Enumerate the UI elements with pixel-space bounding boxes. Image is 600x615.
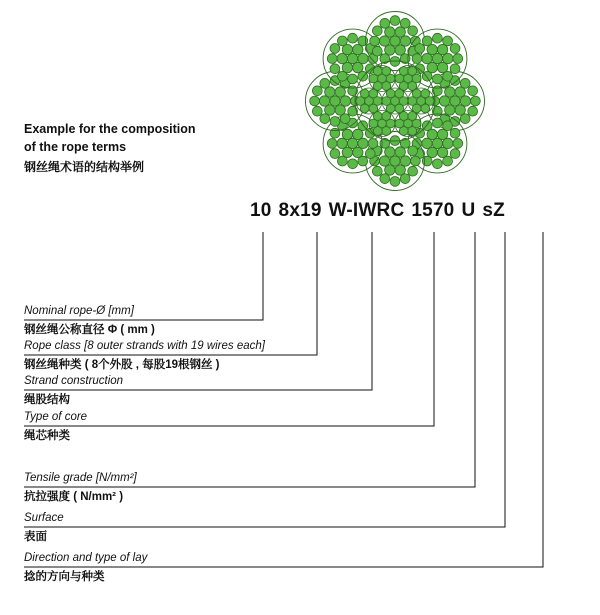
legend-en: Direction and type of lay (24, 552, 148, 564)
legend-item-surface (24, 512, 424, 544)
legend-zh: 钢丝绳种类 ( 8个外股 , 每股19根钢丝 ) (24, 359, 220, 371)
legend-item-tensile-grade (24, 472, 424, 504)
legend-en: Nominal rope-Ø [mm] (24, 305, 134, 317)
legend-item-type-of-core (24, 411, 424, 443)
legend-zh: 钢丝绳公称直径 Φ ( mm ) (24, 324, 155, 336)
legend-item-rope-class (24, 340, 424, 372)
rope-svg (300, 6, 490, 196)
rope-designation (250, 200, 590, 222)
legend-zh: 抗拉强度 ( N/mm² ) (24, 491, 124, 503)
caption-en-line1: Example for the composition (24, 122, 196, 136)
legend-zh: 表面 (24, 531, 47, 543)
designation-token-nominal-diameter: 10 (250, 200, 272, 221)
legend-en: Surface (24, 512, 64, 524)
caption-zh: 钢丝绳术语的结构举例 (24, 160, 145, 175)
legend-zh: 绳股结构 (24, 394, 70, 406)
independent-wire-rope-core (355, 61, 435, 141)
designation-token-strand-construction: W-IWRC (328, 200, 405, 221)
legend-item-nominal-rope-diameter (24, 305, 424, 337)
legend-en: Strand construction (24, 375, 124, 387)
legend-item-strand-construction (24, 375, 424, 407)
designation-token-tensile-grade: 1570 (411, 200, 455, 221)
legend-zh: 捻的方向与种类 (24, 571, 105, 583)
legend-item-direction-and-type-of-lay (24, 552, 424, 584)
legend-en: Rope class [8 outer strands with 19 wires each] (24, 340, 265, 352)
designation-token-surface: U (461, 200, 476, 221)
legend-zh: 绳芯种类 (24, 430, 70, 442)
wire-rope-cross-section-figure (300, 6, 490, 196)
legend-en: Type of core (24, 411, 88, 423)
designation-token-rope-class: 8x19 (278, 200, 322, 221)
designation-token-lay: sZ (482, 200, 505, 221)
figure-caption (24, 120, 274, 177)
caption-en-line2: of the rope terms (24, 140, 127, 155)
legend-en: Tensile grade [N/mm²] (24, 472, 137, 484)
